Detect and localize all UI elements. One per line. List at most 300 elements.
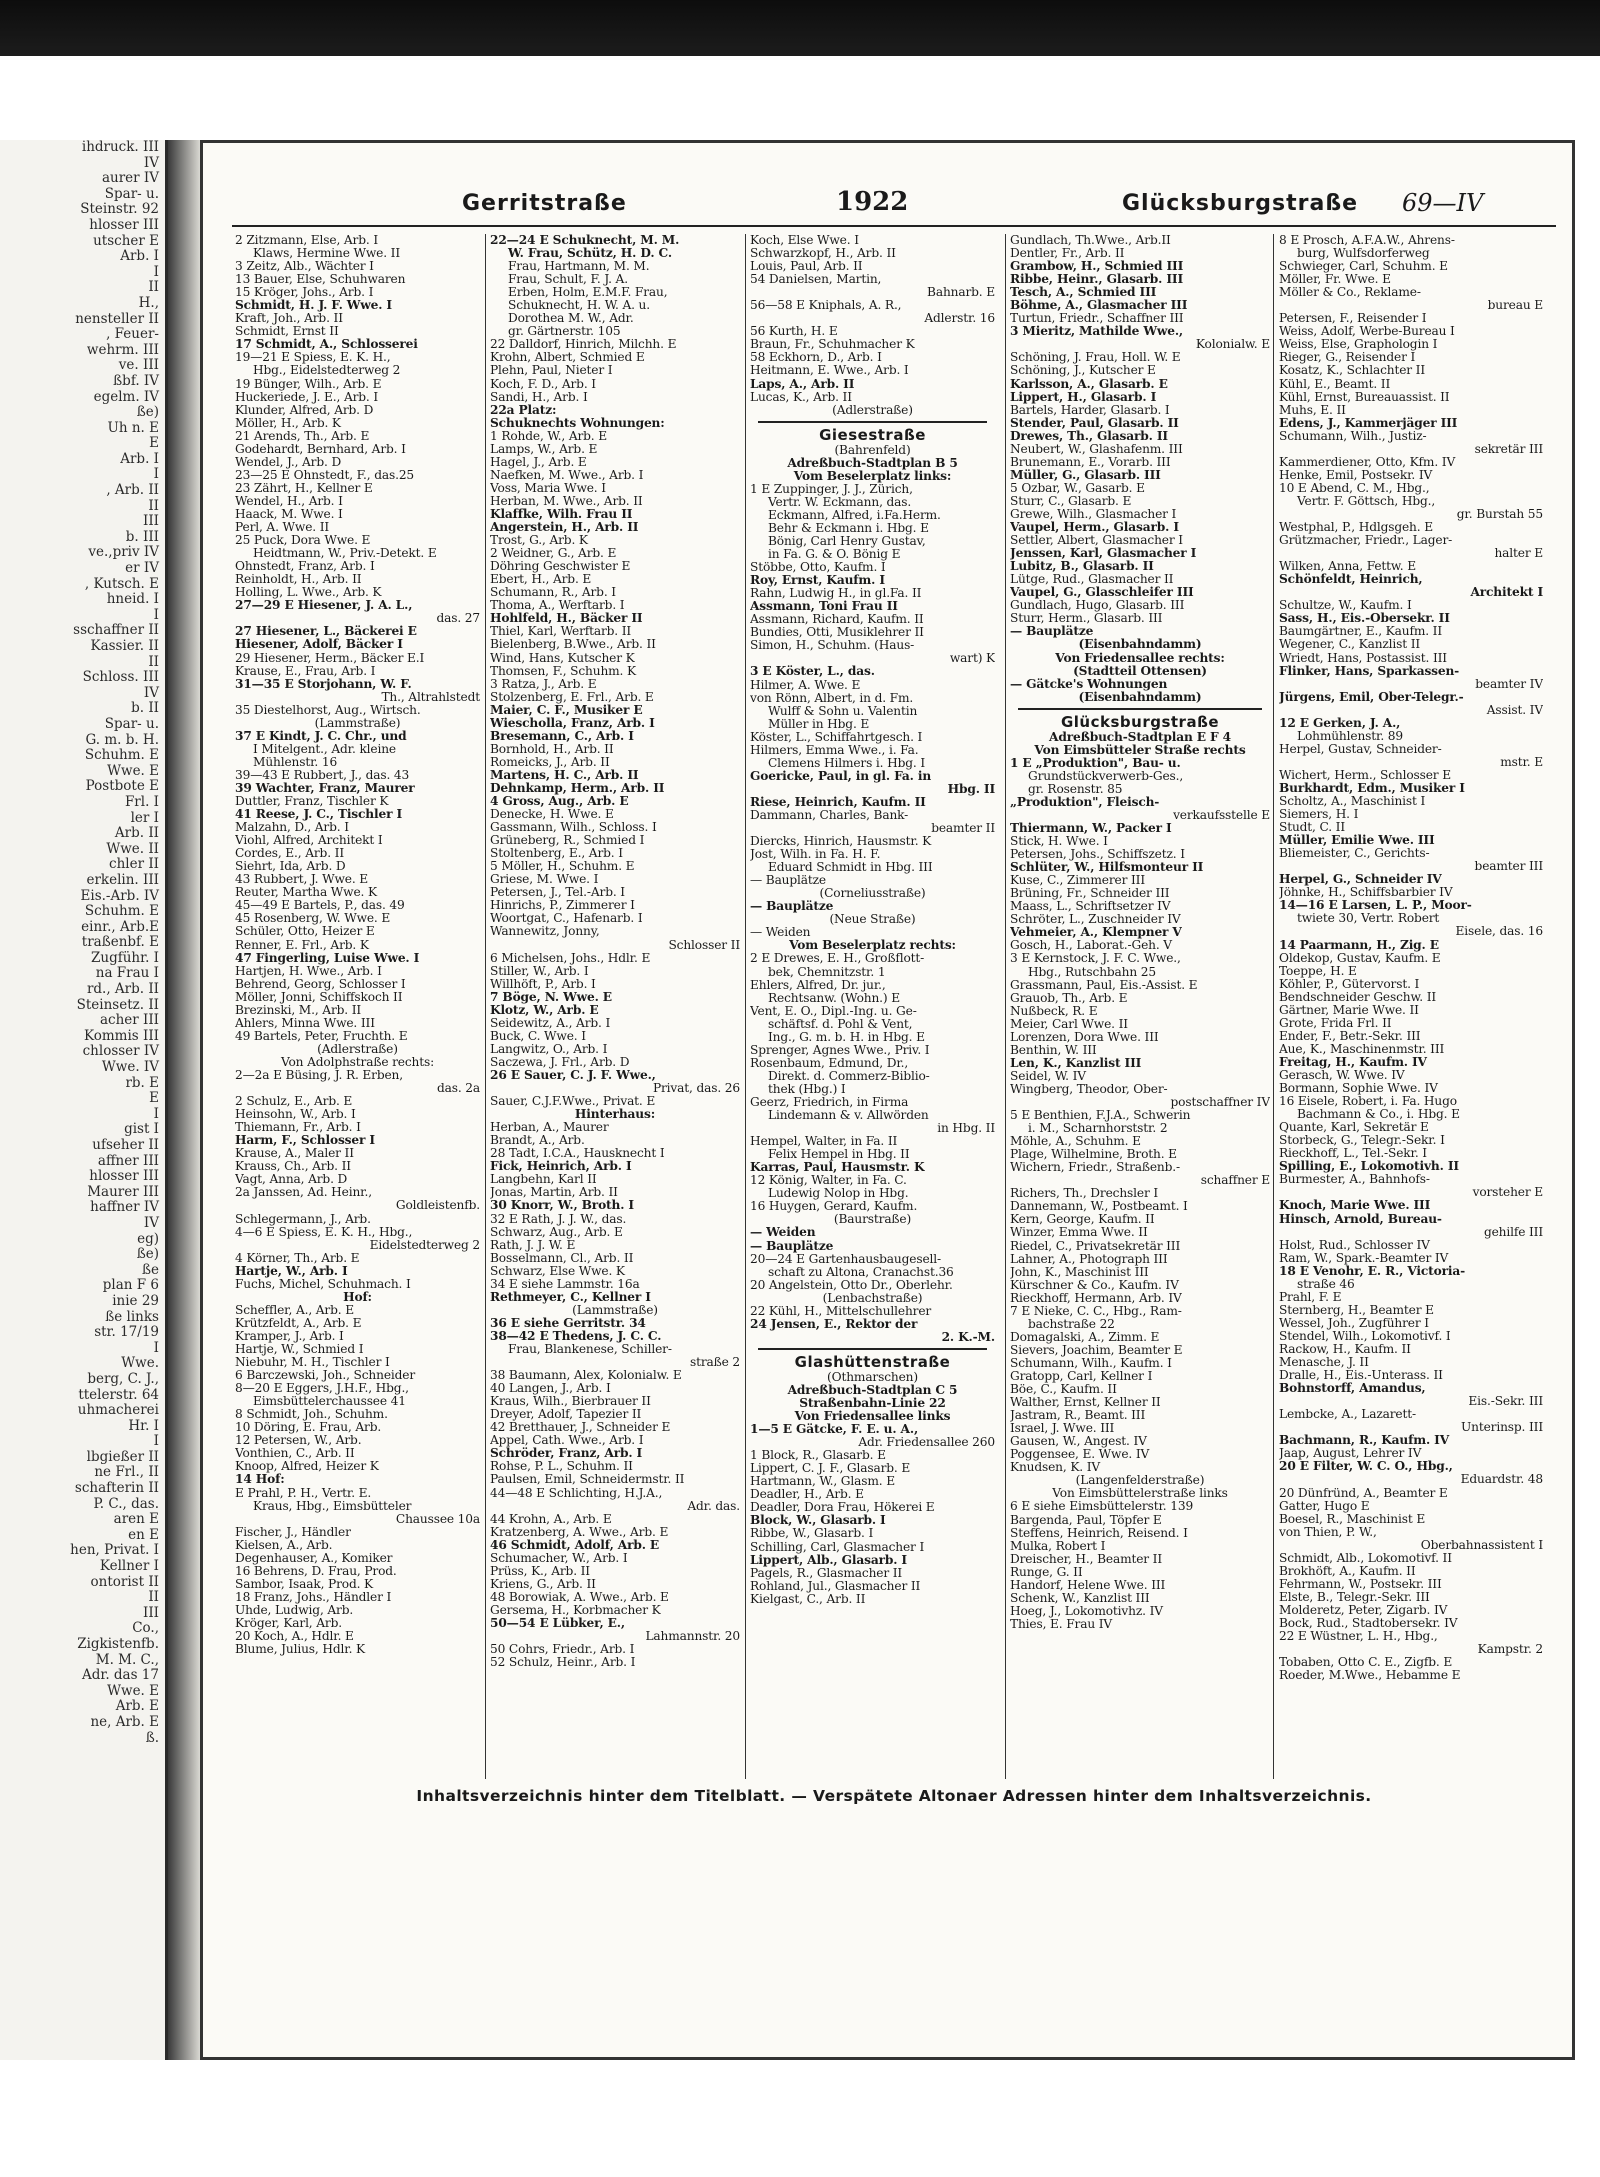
directory-entry: Eckmann, Alfred, i.Fa.Herm. — [768, 508, 941, 522]
directory-entry: in Fa. G. & O. Bönig E — [768, 548, 901, 562]
directory-entry: Kielsen, A., Arb. — [235, 1538, 333, 1552]
directory-entry: Nußbeck, R. E — [1010, 1004, 1098, 1018]
directory-entry: Hilmer, A. Wwe. E — [750, 678, 861, 692]
directory-entry: 4 Körner, Th., Arb. E — [235, 1251, 360, 1265]
directory-entry: twiete 30, Vertr. Robert — [1297, 912, 1440, 926]
directory-entry: Herban, M. Wwe., Arb. II — [490, 494, 643, 508]
directory-entry: Storbeck, G., Telegr.-Sekr. I — [1279, 1134, 1445, 1148]
directory-entry: Rieger, G., Reisender I — [1279, 351, 1416, 365]
directory-entry: gehilfe III — [1483, 1225, 1543, 1239]
directory-entry: 49 Bartels, Peter, Fruchth. E — [235, 1029, 408, 1043]
directory-entry: Lucas, K., Arb. II — [750, 390, 852, 404]
previous-page-line: erkelin. III — [86, 871, 159, 888]
directory-entry: Ing., G. m. b. H. in Hbg. E — [768, 1030, 925, 1044]
directory-entry: Müller, G., Glasarb. III — [1010, 468, 1161, 482]
directory-entry: Stolzenberg, E. Frl., Arb. E — [490, 690, 654, 704]
directory-entry: Eduardstr. 48 — [1460, 1473, 1543, 1487]
directory-entry: Krause, E., Frau, Arb. I — [235, 664, 376, 678]
directory-entry: Von Friedensallee rechts: — [1055, 651, 1225, 665]
directory-entry: Dannemann, W., Postbeamt. I — [1010, 1200, 1188, 1214]
directory-entry: 39 Wachter, Franz, Maurer — [235, 781, 415, 795]
directory-entry: Bönig, Carl Henry Gustav, — [768, 534, 926, 548]
directory-entry: Kühl, Ernst, Bureauassist. II — [1279, 390, 1450, 404]
directory-entry: 8—20 E Eggers, J.H.F., Hbg., — [235, 1382, 409, 1396]
directory-entry: Louis, Paul, Arb. II — [750, 260, 863, 274]
directory-entry: Bock, Rud., Stadtobersekr. IV — [1279, 1616, 1458, 1630]
previous-page-line: er IV — [125, 560, 159, 577]
directory-entry: Huckeriede, J. E., Arb. I — [235, 390, 379, 404]
previous-page-line: aren E — [113, 1511, 159, 1528]
directory-entry: Malzahn, D., Arb. I — [235, 821, 349, 835]
directory-entry: Rethmeyer, C., Kellner I — [490, 1290, 651, 1304]
directory-entry: Turtun, Friedr., Schaffner III — [1010, 312, 1184, 326]
directory-entry: Ohnstedt, Franz, Arb. I — [235, 560, 375, 574]
directory-entry: 6 Michelsen, Johs., Hdlr. E — [490, 951, 651, 965]
directory-entry: 2—2a E Büsing, J. R. Erben, — [235, 1069, 403, 1082]
directory-entry: 4—6 E Spiess, E. K. H., Hbg., — [235, 1225, 413, 1239]
street-heading: Giesestraße — [819, 425, 926, 444]
previous-page-line: ttelerstr. 64 — [78, 1386, 159, 1403]
directory-entry: Burkhardt, Edm., Musiker I — [1279, 781, 1465, 795]
footer-note: Inhaltsverzeichnis hinter dem Titelblatt. — Verspätete Altonaer Adressen hinter dem Inhaltsverzeichnis. — [416, 1787, 1372, 1805]
directory-entry: Heinsohn, W., Arb. I — [235, 1108, 356, 1122]
directory-entry: Vent, E. O., Dipl.-Ing. u. Ge- — [750, 1004, 917, 1018]
directory-entry: „Produktion", Fleisch- — [1010, 795, 1160, 809]
previous-page-line: Schloss. III — [82, 669, 159, 686]
directory-entry: Schwarz, Aug., Arb. E — [490, 1225, 623, 1239]
previous-page-line: II — [148, 497, 159, 514]
previous-page-line: I — [153, 606, 159, 623]
directory-entry: 58 Eckhorn, D., Arb. I — [750, 351, 882, 365]
directory-entry: Hartje, W., Schmied I — [235, 1342, 364, 1356]
previous-page-line: Co., — [132, 1620, 159, 1637]
directory-entry: Runge, G. II — [1010, 1565, 1083, 1579]
directory-entry: Herpel, Gustav, Schneider- — [1279, 742, 1442, 756]
directory-entry: Krause, A., Maler II — [235, 1147, 354, 1161]
directory-entry: halter E — [1494, 547, 1543, 561]
directory-entry: Kammerdiener, Otto, Kfm. IV — [1279, 455, 1456, 469]
previous-page-line: Zigkistenfb. — [77, 1636, 159, 1652]
previous-page-line: berg, C. J., — [87, 1370, 159, 1387]
directory-entry: Perl, A. Wwe. II — [235, 521, 330, 535]
directory-entry: 22—24 E Schuknecht, M. M. — [490, 234, 680, 247]
previous-page-line: P. C., das. — [93, 1495, 159, 1512]
directory-entry: 24 Jensen, E., Rektor der — [750, 1317, 918, 1331]
directory-column-2 — [485, 234, 740, 1779]
directory-entry: gr. Burstah 55 — [1456, 507, 1543, 521]
previous-page-line: Eis.-Arb. IV — [80, 887, 159, 904]
directory-entry: Rackow, H., Kaufm. II — [1279, 1342, 1411, 1356]
directory-entry: 23 Zährt, H., Kellner E — [235, 481, 373, 495]
directory-entry: 2 Schulz, E., Arb. E — [235, 1095, 353, 1109]
directory-entry: Scholtz, A., Maschinist I — [1279, 795, 1426, 809]
directory-entry: Rohse, P. L., Schuhm. II — [490, 1460, 633, 1474]
previous-page-line: Maurer III — [87, 1183, 159, 1200]
directory-entry: Fick, Heinrich, Arb. I — [490, 1160, 632, 1174]
directory-entry: — Bauplätze — [750, 900, 834, 914]
directory-entry: Jöhnke, H., Schiffsbarbier IV — [1279, 886, 1453, 900]
directory-entry: 17 Schmidt, A., Schlosserei — [235, 338, 418, 352]
directory-entry: Grützmacher, Friedr., Lager- — [1279, 534, 1453, 548]
directory-entry: Ahlers, Minna Wwe. III — [235, 1016, 375, 1030]
directory-entry: gr. Rosenstr. 85 — [1028, 782, 1123, 796]
directory-entry: Behr & Eckmann i. Hbg. E — [768, 521, 929, 535]
directory-entry: Siehrt, Ida, Arb. D — [235, 860, 346, 874]
directory-entry: Stoltenberg, E., Arb. I — [490, 847, 623, 861]
previous-page-line: ne Frl., II — [94, 1464, 159, 1481]
previous-page-line: IV — [143, 154, 159, 171]
directory-entry: Krohn, Albert, Schmied E — [490, 351, 645, 365]
directory-entry: Hinrichs, P., Zimmerer I — [490, 899, 635, 913]
directory-entry: 4 Gross, Aug., Arb. E — [490, 795, 629, 809]
directory-entry: Thiermann, W., Packer I — [1010, 822, 1172, 836]
directory-entry: Hartmann, W., Glasm. E — [750, 1475, 895, 1489]
previous-page-line: Hr. I — [128, 1417, 159, 1434]
directory-entry: Oberbahnassistent I — [1420, 1538, 1543, 1552]
previous-page-line: acher III — [99, 1012, 159, 1029]
binding-edge — [0, 0, 1600, 56]
directory-entry: Jost, Wilh. in Fa. H. F. — [750, 848, 881, 862]
directory-entry: Karlsson, A., Glasarb. E — [1010, 377, 1168, 391]
directory-entry: Langwitz, O., Arb. I — [490, 1042, 608, 1056]
directory-entry: Plehn, Paul, Nieter I — [490, 364, 613, 378]
directory-entry: Eidelstedterweg 2 — [369, 1238, 480, 1252]
previous-page-line: Spar- u. — [104, 715, 159, 732]
directory-entry: Vom Beselerplatz rechts: — [789, 939, 956, 953]
directory-entry: (Neue Straße) — [829, 913, 916, 927]
directory-entry: 43 Rubbert, J. Wwe. E — [235, 873, 369, 887]
directory-entry: Lorenzen, Dora Wwe. III — [1010, 1030, 1159, 1044]
header-right-street: Glücksburgstraße — [1122, 191, 1359, 216]
directory-entry: 14 Paarmann, H., Zig. E — [1279, 938, 1439, 952]
directory-entry: Schumacher, W., Arb. I — [490, 1551, 628, 1565]
directory-entry: Wendel, J., Arb. D — [235, 455, 342, 469]
directory-entry: (Bahrenfeld) — [834, 443, 911, 457]
previous-page-line: Wwe. E — [107, 1682, 159, 1699]
previous-page-line: en E — [128, 1526, 159, 1543]
directory-entry: 6 E siehe Eimsbüttelerstr. 139 — [1010, 1500, 1194, 1514]
directory-entry: Schuknechts Wohnungen: — [490, 416, 665, 430]
directory-entry: Kürschner & Co., Kaufm. IV — [1010, 1278, 1179, 1292]
directory-entry: Kraus, Wilh., Bierbrauer II — [490, 1395, 651, 1409]
previous-page-line: ve.,priv IV — [88, 544, 159, 561]
previous-page-line: lbgießer II — [86, 1448, 159, 1465]
header-year: 1922 — [836, 187, 909, 217]
directory-entry: 37 E Kindt, J. C. Chr., und — [235, 729, 407, 743]
directory-entry: 52 Schulz, Heinr., Arb. I — [490, 1656, 636, 1670]
directory-entry: straße 46 — [1297, 1277, 1355, 1291]
previous-page-line: affner III — [97, 1152, 159, 1169]
directory-entry: Gundlach, Th.Wwe., Arb.II — [1010, 234, 1171, 247]
directory-entry: Hempel, Walter, in Fa. II — [750, 1135, 898, 1149]
directory-entry: 2 Weidner, G., Arb. E — [490, 547, 617, 561]
directory-entry: E Prahl, P. H., Vertr. E. — [235, 1486, 372, 1500]
directory-entry: Angerstein, H., Arb. II — [490, 521, 639, 535]
directory-entry: Settler, Albert, Glasmacher I — [1010, 534, 1183, 548]
directory-entry: Hof: — [343, 1290, 372, 1304]
directory-entry: Eduard Schmidt in Hbg. III — [768, 861, 933, 875]
directory-entry: Jürgens, Emil, Ober-Telegr.- — [1279, 690, 1464, 704]
directory-entry: Frau, Hartmann, M. M. — [508, 260, 650, 274]
directory-entry: Gärtner, Marie Wwe. II — [1279, 1003, 1419, 1017]
directory-entry: Schüler, Otto, Heizer E — [235, 925, 375, 939]
directory-entry: Deadler, Dora Frau, Hökerei E — [750, 1501, 935, 1515]
directory-entry: Prüss, K., Arb. II — [490, 1564, 590, 1578]
directory-entry: Gausen, W., Angest. IV — [1010, 1435, 1147, 1449]
directory-entry: Vaupel, Herm., Glasarb. I — [1010, 521, 1179, 535]
directory-entry: (Lammstraße) — [314, 716, 401, 730]
directory-entry: bureau E — [1487, 299, 1543, 313]
directory-entry: Chaussee 10a — [395, 1512, 480, 1526]
directory-entry: Vaupel, G., Glasschleifer III — [1010, 586, 1194, 600]
previous-page-line: II — [148, 1589, 159, 1606]
directory-entry: beamter II — [931, 822, 995, 836]
directory-entry: Eimsbüttelerchaussee 41 — [253, 1395, 406, 1409]
previous-page-strip — [0, 140, 168, 2060]
directory-entry: Lahmannstr. 20 — [645, 1630, 740, 1644]
directory-entry: Boesel, R., Maschinist E — [1279, 1512, 1426, 1526]
directory-column-3 — [745, 234, 995, 1779]
directory-entry: Cordes, E., Arb. II — [235, 847, 344, 861]
directory-entry: Saczewa, J. Frl., Arb. D — [490, 1055, 630, 1069]
directory-entry: Sturr, C., Glasarb. E — [1010, 494, 1132, 508]
directory-entry: Frau, Blankenese, Schiller- — [508, 1342, 672, 1356]
directory-entry: in Hbg. II — [937, 1122, 995, 1136]
directory-entry: Richers, Th., Drechsler I — [1010, 1187, 1159, 1201]
directory-entry: 5 Ozbar, W., Gasarb. E — [1010, 481, 1145, 495]
previous-page-line: Wwe. E — [107, 762, 159, 779]
previous-page-line: ihdruck. III — [81, 140, 159, 155]
directory-entry: Kramper, J., Arb. I — [235, 1329, 344, 1343]
directory-entry: Knoch, Marie Wwe. III — [1279, 1199, 1431, 1213]
directory-entry: Roy, Ernst, Kaufm. I — [750, 574, 885, 588]
directory-entry: Kraus, Hbg., Eimsbütteler — [253, 1499, 412, 1513]
previous-page-line: ufseher II — [92, 1137, 159, 1153]
directory-entry: Schlüter, W., Hilfsmonteur II — [1010, 861, 1204, 875]
previous-page-line: str. 17/19 — [94, 1324, 159, 1341]
directory-entry: Winzer, Emma Wwe. II — [1010, 1226, 1148, 1240]
directory-entry: Rieckhoff, Hermann, Arb. IV — [1010, 1291, 1182, 1305]
previous-page-line: I — [153, 466, 159, 483]
directory-entry: Von Adolphstraße rechts: — [280, 1055, 435, 1069]
previous-page-line: Arb. I — [120, 248, 159, 265]
directory-entry: Vom Beselerplatz links: — [793, 469, 952, 483]
directory-entry: Ribbe, Heinr., Glasarb. III — [1010, 273, 1184, 287]
directory-entry: Oldekop, Gustav, Kaufm. E — [1279, 951, 1441, 965]
directory-entry: Reinholdt, H., Arb. II — [235, 573, 362, 587]
directory-entry: 38—42 E Thedens, J. C. C. — [490, 1329, 662, 1343]
directory-entry: Eisele, das. 16 — [1455, 925, 1543, 939]
directory-entry: Koch, F. D., Arb. I — [490, 377, 596, 391]
directory-entry: Schmidt, Ernst II — [235, 325, 339, 339]
directory-entry: Ribbe, W., Glasarb. I — [750, 1527, 874, 1541]
directory-entry: Assmann, Richard, Kaufm. II — [750, 613, 924, 627]
directory-entry: Wichert, Herm., Schlosser E — [1279, 768, 1451, 782]
directory-entry: Laps, A., Arb. II — [750, 377, 855, 391]
directory-entry: Maier, C. F., Musiker E — [490, 703, 643, 717]
directory-entry: Kuse, C., Zimmerer III — [1010, 874, 1145, 888]
directory-entry: Deadler, H., Arb. E — [750, 1488, 864, 1502]
directory-entry: 56 Kurth, H. E — [750, 325, 838, 339]
directory-entry: 3 Ratza, J., Arb. E — [490, 677, 597, 691]
directory-entry: Schwarzkopf, H., Arb. II — [750, 247, 896, 261]
directory-entry: Woortgat, C., Hafenarb. I — [490, 912, 643, 926]
directory-entry: Müller, Emilie Wwe. III — [1279, 834, 1435, 848]
previous-page-line: Kommis III — [84, 1027, 159, 1044]
previous-page-line: E — [149, 1090, 159, 1107]
directory-entry: 56—58 E Kniphals, A. R., — [750, 299, 902, 313]
previous-page-line: haffner IV — [90, 1199, 159, 1216]
directory-entry: Hagel, J., Arb. E — [490, 455, 587, 469]
directory-entry: Martens, H. C., Arb. II — [490, 768, 639, 782]
directory-entry: Renner, E. Frl., Arb. K — [235, 938, 369, 952]
directory-entry: Baumgärtner, E., Kaufm. II — [1279, 625, 1442, 639]
directory-entry: Von Eimsbütteler Straße rechts — [1034, 743, 1246, 757]
directory-entry: Meier, Carl Wwe. II — [1010, 1017, 1128, 1031]
directory-entry: Hilmers, Emma Wwe., i. Fa. — [750, 743, 919, 757]
directory-entry: Bielenberg, B.Wwe., Arb. II — [490, 638, 656, 652]
directory-entry: 2. K.-M. — [941, 1330, 995, 1344]
directory-entry: Block, W., Glasarb. I — [750, 1514, 886, 1528]
directory-entry: 1 E „Produktion", Bau- u. — [1010, 756, 1181, 770]
directory-entry: Kolonialw. E — [1195, 338, 1270, 352]
directory-entry: 19—21 E Spiess, E. K. H., — [235, 351, 391, 365]
directory-entry: Gersema, H., Korbmacher K — [490, 1603, 661, 1617]
directory-entry: 16 Eisele, Robert, i. Fa. Hugo — [1279, 1095, 1457, 1109]
directory-entry: Ender, F., Betr.-Sekr. III — [1279, 1029, 1421, 1043]
directory-entry: Schenk, W., Kanzlist III — [1010, 1591, 1150, 1605]
directory-entry: Direkt. d. Commerz-Biblio- — [768, 1069, 930, 1083]
directory-entry: 25 Puck, Dora Wwe. E — [235, 534, 371, 548]
directory-entry: Reuter, Martha Wwe. K — [235, 886, 377, 900]
directory-entry: vorsteher E — [1472, 1186, 1543, 1200]
directory-entry: Niebuhr, M. H., Tischler I — [235, 1356, 390, 1370]
directory-entry: I Mitelgent., Adr. kleine — [253, 742, 396, 756]
directory-column-5 — [1273, 234, 1543, 1779]
previous-page-line: , Feuer- — [106, 326, 159, 343]
directory-column-1 — [235, 234, 480, 1779]
directory-entry: Petersen, Johs., Schiffszetz. I — [1010, 848, 1185, 862]
directory-entry: (Eisenbahndamm) — [1078, 638, 1202, 652]
directory-entry: Architekt I — [1470, 586, 1543, 600]
directory-entry: Bachmann & Co., i. Hbg. E — [1297, 1108, 1460, 1122]
header-left-street: Gerritstraße — [462, 191, 627, 216]
directory-entry: Holling, L. Wwe., Arb. K — [235, 586, 382, 600]
directory-entry: thek (Hbg.) I — [768, 1082, 846, 1096]
directory-entry: Sauer, C.J.F.Wwe., Privat. E — [490, 1095, 656, 1109]
directory-entry: Grote, Frida Frl. II — [1279, 1016, 1392, 1030]
directory-entry: 45 Rosenberg, W. Wwe. E — [235, 912, 391, 926]
directory-entry: Heitmann, E. Wwe., Arb. I — [750, 364, 909, 378]
previous-page-line: rd., Arb. II — [86, 981, 159, 998]
directory-entry: Goldleistenfb. — [395, 1199, 480, 1213]
directory-entry: Grüneberg, R., Schmied I — [490, 834, 645, 848]
directory-entry: Bormann, Sophie Wwe. IV — [1279, 1082, 1438, 1096]
directory-entry: Weiss, Adolf, Werbe-Bureau I — [1279, 325, 1455, 339]
directory-entry: Schwarz, Else Wwe. K — [490, 1264, 625, 1278]
directory-entry: Vehmeier, A., Klempner V — [1010, 926, 1182, 940]
directory-entry: (Adlerstraße) — [317, 1042, 398, 1056]
directory-entry: Lippert, C. J. F., Glasarb. E — [750, 1462, 911, 1476]
directory-entry: Stick, H. Wwe. I — [1010, 835, 1108, 849]
directory-entry: Bresemann, C., Arb. I — [490, 729, 634, 743]
previous-page-line: sschaffner II — [73, 622, 159, 639]
section-divider — [758, 1348, 987, 1350]
previous-page-line: ße) — [136, 404, 159, 421]
directory-entry: 48 Borowiak, A. Wwe., Arb. E — [490, 1590, 669, 1604]
directory-entry: 41 Reese, J. C., Tischler I — [235, 808, 403, 822]
directory-entry: Wriedt, Hans, Postassist. III — [1279, 651, 1447, 665]
directory-entry: 14 Hof: — [235, 1473, 285, 1487]
directory-entry: Ebert, H., Arb. E — [490, 573, 592, 587]
directory-entry: Blume, Julius, Hdlr. K — [235, 1643, 365, 1657]
directory-entry: Degenhauser, A., Komiker — [235, 1551, 393, 1565]
directory-entry: Bundies, Otti, Musiklehrer II — [750, 626, 924, 640]
directory-entry: — Bauplätze — [1010, 625, 1094, 639]
directory-entry: Bartels, Harder, Glasarb. I — [1010, 403, 1170, 417]
directory-entry: Wilken, Anna, Fettw. E — [1279, 560, 1416, 574]
directory-entry: Stiller, W., Arb. I — [490, 964, 589, 978]
directory-entry: Bornhold, H., Arb. II — [490, 742, 614, 756]
directory-entry: Hinsch, Arnold, Bureau- — [1279, 1212, 1442, 1226]
previous-page-line: b. III — [125, 528, 159, 545]
directory-entry: Rahn, Ludwig H., in gl.Fa. II — [750, 587, 922, 601]
directory-entry: 1 Block, R., Glasarb. E — [750, 1449, 886, 1463]
directory-entry: 30 Knorr, W., Broth. I — [490, 1199, 634, 1213]
directory-entry: beamter IV — [1475, 677, 1543, 691]
directory-entry: 20 Dünfründ, A., Beamter E — [1279, 1486, 1448, 1500]
directory-entry: Wendel, H., Arb. I — [235, 494, 343, 508]
previous-page-line: Schuhm. E — [84, 903, 159, 920]
directory-entry: Köster, L., Schiffahrtgesch. I — [750, 730, 923, 744]
directory-entry: 20—24 E Gartenhausbaugesell- — [750, 1252, 941, 1266]
directory-entry: Muhs, E. II — [1279, 403, 1346, 417]
previous-page-line: ne, Arb. E — [90, 1713, 159, 1730]
directory-entry: Roeder, M.Wwe., Hebamme E — [1279, 1669, 1461, 1683]
previous-page-line: utscher E — [93, 232, 159, 249]
previous-page-line: inie 29 — [112, 1292, 159, 1309]
directory-entry: Bosselmann, Cl., Arb. II — [490, 1251, 634, 1265]
directory-entry: Naefken, M. Wwe., Arb. I — [490, 468, 644, 482]
directory-entry: Frau, Schult, F. J. A. — [508, 273, 628, 287]
directory-entry: Willhöft, P., Arb. I — [490, 977, 596, 991]
directory-entry: Adreßbuch-Stadtplan E F 4 — [1049, 730, 1231, 744]
directory-entry: Schwieger, Carl, Schuhm. E — [1279, 260, 1448, 274]
directory-entry: 12 Petersen, W., Arb. — [235, 1434, 362, 1448]
directory-entry: Spilling, E., Lokomotivh. II — [1279, 1160, 1459, 1174]
directory-entry: Klotz, W., Arb. E — [490, 1003, 599, 1017]
directory-entry: Möller, Jonni, Schiffskoch II — [235, 990, 403, 1004]
directory-entry: mstr. E — [1500, 755, 1543, 769]
previous-page-line: ße) — [136, 1246, 159, 1263]
directory-entry: Steffens, Heinrich, Reisend. I — [1010, 1526, 1188, 1540]
previous-page-line: Spar- u. — [104, 185, 159, 202]
directory-entry: Schumann, Wilh., Justiz- — [1279, 429, 1427, 443]
directory-entry: von Rönn, Albert, in d. Fm. — [750, 691, 914, 705]
previous-page-line: Steinsetz. II — [76, 996, 159, 1013]
directory-entry: 10 Döring, E. Frau, Arb. — [235, 1421, 382, 1435]
page-number: 69—IV — [1402, 189, 1484, 217]
directory-entry: Diercks, Hinrich, Hausmstr. K — [750, 835, 932, 849]
directory-entry: Geerz, Friedrich, in Firma — [750, 1096, 909, 1109]
previous-page-line: I — [153, 1105, 159, 1122]
directory-entry: Bachmann, R., Kaufm. IV — [1279, 1434, 1450, 1448]
previous-page-line: Arb. II — [114, 825, 159, 842]
previous-page-line: hlosser III — [89, 216, 159, 233]
directory-entry: 8 Schmidt, Joh., Schuhm. — [235, 1408, 388, 1422]
directory-entry: Böhme, A., Glasmacher III — [1010, 299, 1188, 313]
previous-page-line: Wwe. II — [106, 840, 159, 857]
